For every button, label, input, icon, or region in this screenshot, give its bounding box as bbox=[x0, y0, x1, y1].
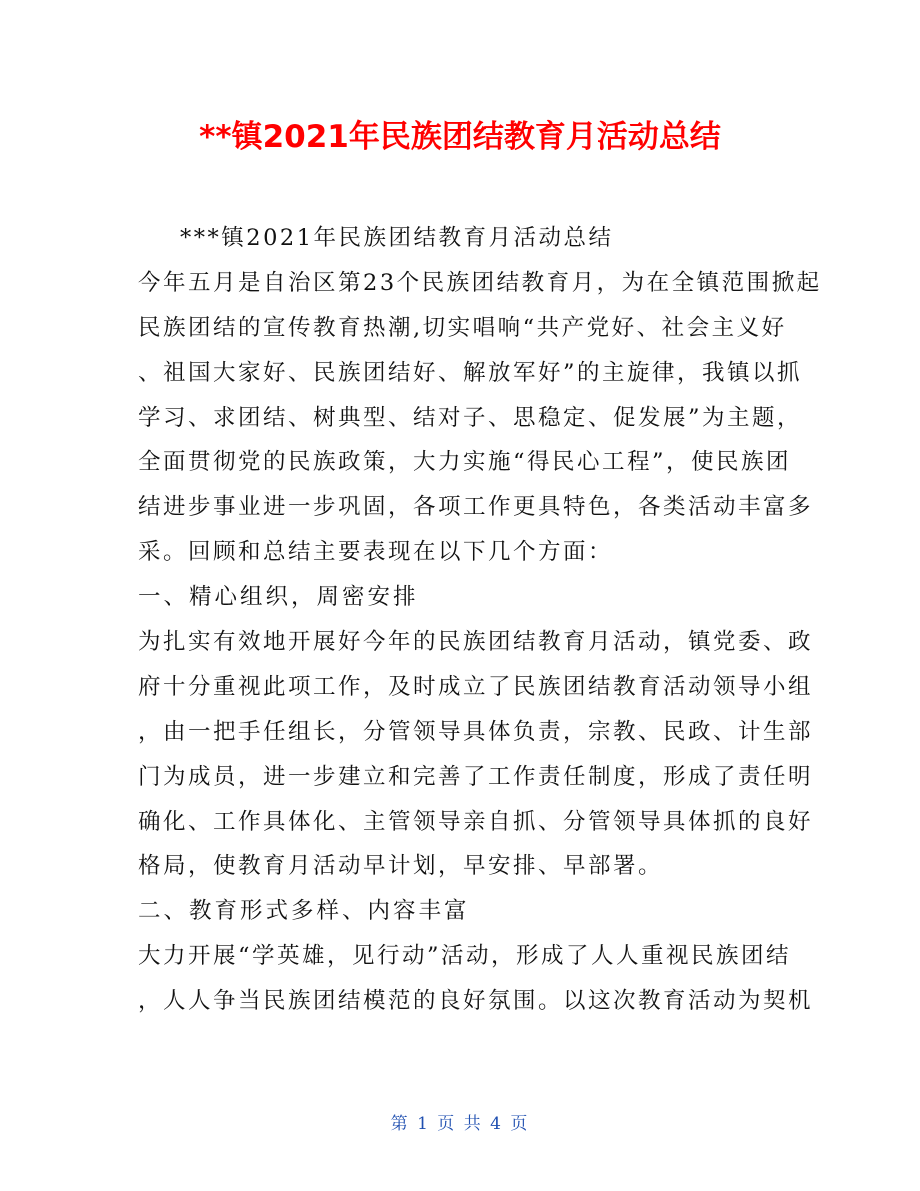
body-line: 格局，使教育月活动早计划，早安排、早部署。 bbox=[138, 853, 664, 880]
body-line: 门为成员，进一步建立和完善了工作责任制度，形成了责任明 bbox=[138, 763, 814, 790]
section-heading-2: 二、教育形式多样、内容丰富 bbox=[138, 898, 470, 925]
document-body bbox=[138, 216, 822, 1024]
body-line: 今年五月是自治区第23个民族团结教育月，为在全镇范围掀起 bbox=[138, 269, 822, 296]
body-line: 府十分重视此项工作，及时成立了民族团结教育活动领导小组 bbox=[138, 673, 814, 700]
section-heading-1: 一、精心组织，周密安排 bbox=[138, 584, 419, 611]
body-line: 确化、工作具体化、主管领导亲自抓、分管领导具体抓的良好 bbox=[138, 808, 814, 835]
body-line: ，人人争当民族团结模范的良好氛围。以这次教育活动为契机 bbox=[138, 988, 814, 1015]
page-number-footer: 第 1 页 共 4 页 bbox=[390, 1114, 530, 1134]
body-line: 结进步事业进一步巩固，各项工作更具特色，各类活动丰富多 bbox=[138, 494, 814, 521]
document-title: **镇2021年民族团结教育月活动总结 bbox=[199, 119, 721, 155]
body-line: 学习、求团结、树典型、结对子、思稳定、促发展”为主题， bbox=[138, 404, 803, 431]
body-line: 采。回顾和总结主要表现在以下几个方面： bbox=[138, 539, 614, 566]
body-line: 、祖国大家好、民族团结好、解放军好”的主旋律，我镇以抓 bbox=[138, 359, 803, 386]
body-line-subtitle: ***镇2021年民族团结教育月活动总结 bbox=[180, 225, 614, 251]
body-line: 民族团结的宣传教育热潮,切实唱响“共产党好、社会主义好 bbox=[138, 314, 787, 341]
body-line: 大力开展“学英雄，见行动”活动，形成了人人重视民族团结 bbox=[138, 943, 792, 970]
body-line: 为扎实有效地开展好今年的民族团结教育月活动，镇党委、政 bbox=[138, 629, 814, 656]
body-line: 全面贯彻党的民族政策，大力实施“得民心工程”，使民族团 bbox=[138, 449, 792, 476]
body-line: ，由一把手任组长，分管领导具体负责，宗教、民政、计生部 bbox=[138, 718, 814, 745]
